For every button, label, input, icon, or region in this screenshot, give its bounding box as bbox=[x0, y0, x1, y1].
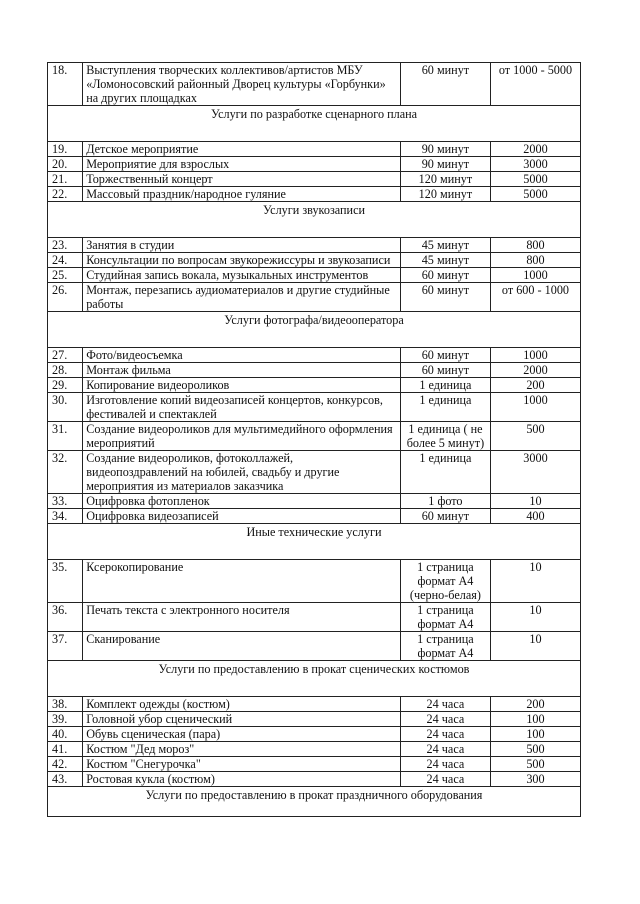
service-unit: 24 часа bbox=[400, 712, 490, 727]
section-header-row bbox=[48, 312, 581, 348]
service-name: Фото/видеосъемка bbox=[83, 348, 401, 363]
service-unit: 120 минут bbox=[400, 187, 490, 202]
service-price: 1000 bbox=[490, 393, 580, 422]
service-price: 200 bbox=[490, 378, 580, 393]
service-unit: 24 часа bbox=[400, 697, 490, 712]
service-name: Комплект одежды (костюм) bbox=[83, 697, 401, 712]
service-row bbox=[48, 757, 581, 772]
service-price: 200 bbox=[490, 697, 580, 712]
service-number: 21. bbox=[48, 172, 83, 187]
service-number: 23. bbox=[48, 238, 83, 253]
service-unit: 90 минут bbox=[400, 142, 490, 157]
service-number: 20. bbox=[48, 157, 83, 172]
service-number: 30. bbox=[48, 393, 83, 422]
service-number: 24. bbox=[48, 253, 83, 268]
service-number: 22. bbox=[48, 187, 83, 202]
service-name: Студийная запись вокала, музыкальных инструментов bbox=[83, 268, 401, 283]
service-name: Копирование видеороликов bbox=[83, 378, 401, 393]
service-name: Создание видеороликов, фотоколлажей, видеопоздравлений на юбилей, свадьбу и другие мероприятия из материалов заказчика bbox=[83, 451, 401, 494]
service-unit: 24 часа bbox=[400, 742, 490, 757]
service-row bbox=[48, 772, 581, 787]
service-row bbox=[48, 509, 581, 524]
service-row bbox=[48, 451, 581, 494]
service-name: Головной убор сценический bbox=[83, 712, 401, 727]
service-price: от 1000 - 5000 bbox=[490, 63, 580, 106]
service-unit: 1 страница формат А4 bbox=[400, 632, 490, 661]
service-unit: 24 часа bbox=[400, 757, 490, 772]
service-unit: 1 единица bbox=[400, 378, 490, 393]
service-price: 500 bbox=[490, 422, 580, 451]
service-row bbox=[48, 603, 581, 632]
service-price: 800 bbox=[490, 253, 580, 268]
service-name: Мероприятие для взрослых bbox=[83, 157, 401, 172]
service-name: Консультации по вопросам звукорежиссуры и звукозаписи bbox=[83, 253, 401, 268]
service-price: 1000 bbox=[490, 348, 580, 363]
service-price: 400 bbox=[490, 509, 580, 524]
service-row bbox=[48, 422, 581, 451]
service-unit: 60 минут bbox=[400, 363, 490, 378]
price-list-table bbox=[47, 62, 581, 817]
service-unit: 1 фото bbox=[400, 494, 490, 509]
service-number: 36. bbox=[48, 603, 83, 632]
service-number: 39. bbox=[48, 712, 83, 727]
service-name: Оцифровка фотопленок bbox=[83, 494, 401, 509]
section-header-row bbox=[48, 524, 581, 560]
service-number: 43. bbox=[48, 772, 83, 787]
service-row bbox=[48, 63, 581, 106]
section-title: Услуги по предоставлению в прокат сценических костюмов bbox=[48, 661, 581, 697]
section-title: Услуги звукозаписи bbox=[48, 202, 581, 238]
section-header-row bbox=[48, 202, 581, 238]
service-name: Обувь сценическая (пара) bbox=[83, 727, 401, 742]
service-name: Монтаж фильма bbox=[83, 363, 401, 378]
service-name: Выступления творческих коллективов/артистов МБУ «Ломоносовский районный Дворец культуры «Горбунки» на других площадках bbox=[83, 63, 401, 106]
service-unit: 90 минут bbox=[400, 157, 490, 172]
section-title: Услуги по предоставлению в прокат праздничного оборудования bbox=[48, 787, 581, 817]
service-price: 2000 bbox=[490, 142, 580, 157]
service-row bbox=[48, 393, 581, 422]
section-title: Иные технические услуги bbox=[48, 524, 581, 560]
service-number: 31. bbox=[48, 422, 83, 451]
service-row bbox=[48, 560, 581, 603]
service-name: Торжественный концерт bbox=[83, 172, 401, 187]
service-unit: 60 минут bbox=[400, 509, 490, 524]
service-row bbox=[48, 172, 581, 187]
service-name: Занятия в студии bbox=[83, 238, 401, 253]
service-number: 37. bbox=[48, 632, 83, 661]
service-name: Ростовая кукла (костюм) bbox=[83, 772, 401, 787]
service-number: 41. bbox=[48, 742, 83, 757]
service-number: 19. bbox=[48, 142, 83, 157]
service-name: Монтаж, перезапись аудиоматериалов и другие студийные работы bbox=[83, 283, 401, 312]
service-price: 500 bbox=[490, 757, 580, 772]
service-row bbox=[48, 187, 581, 202]
service-name: Детское мероприятие bbox=[83, 142, 401, 157]
service-number: 35. bbox=[48, 560, 83, 603]
service-name: Костюм "Снегурочка" bbox=[83, 757, 401, 772]
service-number: 29. bbox=[48, 378, 83, 393]
service-name: Сканирование bbox=[83, 632, 401, 661]
service-price: 10 bbox=[490, 603, 580, 632]
service-unit: 1 страница формат А4 (черно-белая) bbox=[400, 560, 490, 603]
service-name: Изготовление копий видеозаписей концертов, конкурсов, фестивалей и спектаклей bbox=[83, 393, 401, 422]
service-name: Печать текста с электронного носителя bbox=[83, 603, 401, 632]
service-price: 300 bbox=[490, 772, 580, 787]
service-unit: 24 часа bbox=[400, 727, 490, 742]
service-unit: 120 минут bbox=[400, 172, 490, 187]
service-number: 33. bbox=[48, 494, 83, 509]
service-name: Ксерокопирование bbox=[83, 560, 401, 603]
service-number: 28. bbox=[48, 363, 83, 378]
service-row bbox=[48, 142, 581, 157]
service-unit: 1 единица ( не более 5 минут) bbox=[400, 422, 490, 451]
service-number: 27. bbox=[48, 348, 83, 363]
section-header-row bbox=[48, 787, 581, 817]
service-price: 5000 bbox=[490, 172, 580, 187]
service-number: 42. bbox=[48, 757, 83, 772]
service-name: Массовый праздник/народное гуляние bbox=[83, 187, 401, 202]
service-price: 800 bbox=[490, 238, 580, 253]
service-number: 34. bbox=[48, 509, 83, 524]
service-row bbox=[48, 712, 581, 727]
service-price: 2000 bbox=[490, 363, 580, 378]
service-price: 10 bbox=[490, 494, 580, 509]
section-title: Услуги по разработке сценарного плана bbox=[48, 106, 581, 142]
section-title: Услуги фотографа/видеооператора bbox=[48, 312, 581, 348]
service-row bbox=[48, 253, 581, 268]
service-price: 3000 bbox=[490, 157, 580, 172]
service-name: Костюм "Дед мороз" bbox=[83, 742, 401, 757]
section-header-row bbox=[48, 661, 581, 697]
service-price: 100 bbox=[490, 727, 580, 742]
service-number: 18. bbox=[48, 63, 83, 106]
service-row bbox=[48, 363, 581, 378]
service-price: 1000 bbox=[490, 268, 580, 283]
service-unit: 45 минут bbox=[400, 253, 490, 268]
service-row bbox=[48, 238, 581, 253]
service-row bbox=[48, 283, 581, 312]
service-row bbox=[48, 268, 581, 283]
service-row bbox=[48, 494, 581, 509]
service-unit: 60 минут bbox=[400, 348, 490, 363]
service-unit: 60 минут bbox=[400, 63, 490, 106]
service-unit: 60 минут bbox=[400, 283, 490, 312]
service-row bbox=[48, 632, 581, 661]
service-unit: 45 минут bbox=[400, 238, 490, 253]
service-unit: 1 единица bbox=[400, 451, 490, 494]
service-name: Создание видеороликов для мультимедийного оформления мероприятий bbox=[83, 422, 401, 451]
service-row bbox=[48, 348, 581, 363]
service-number: 40. bbox=[48, 727, 83, 742]
service-price: 500 bbox=[490, 742, 580, 757]
service-number: 38. bbox=[48, 697, 83, 712]
service-unit: 24 часа bbox=[400, 772, 490, 787]
service-price: от 600 - 1000 bbox=[490, 283, 580, 312]
service-price: 10 bbox=[490, 560, 580, 603]
service-price: 3000 bbox=[490, 451, 580, 494]
service-row bbox=[48, 697, 581, 712]
service-price: 100 bbox=[490, 712, 580, 727]
service-row bbox=[48, 378, 581, 393]
service-unit: 60 минут bbox=[400, 268, 490, 283]
service-row bbox=[48, 727, 581, 742]
service-row bbox=[48, 742, 581, 757]
service-row bbox=[48, 157, 581, 172]
service-price: 5000 bbox=[490, 187, 580, 202]
service-unit: 1 страница формат А4 bbox=[400, 603, 490, 632]
service-price: 10 bbox=[490, 632, 580, 661]
service-unit: 1 единица bbox=[400, 393, 490, 422]
service-number: 32. bbox=[48, 451, 83, 494]
service-number: 26. bbox=[48, 283, 83, 312]
service-name: Оцифровка видеозаписей bbox=[83, 509, 401, 524]
service-number: 25. bbox=[48, 268, 83, 283]
section-header-row bbox=[48, 106, 581, 142]
